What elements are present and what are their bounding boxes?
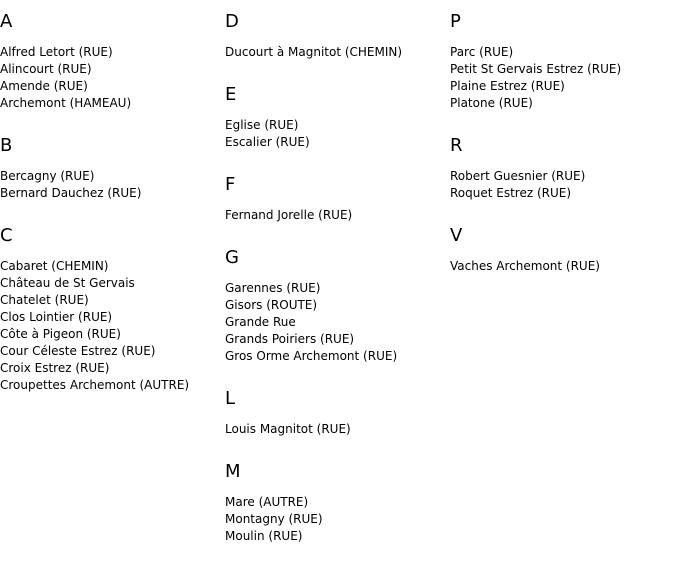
street-list bbox=[450, 44, 670, 112]
street-list bbox=[225, 280, 445, 365]
letter-section-v bbox=[450, 224, 670, 275]
letter-section-b bbox=[0, 134, 220, 202]
street-list bbox=[450, 258, 670, 275]
street-link[interactable]: Croix Estrez (RUE) bbox=[0, 361, 110, 375]
letter-section-l bbox=[225, 387, 445, 438]
street-link[interactable]: Alincourt (RUE) bbox=[0, 62, 92, 76]
letter-section-f bbox=[225, 173, 445, 224]
street-link[interactable]: Amende (RUE) bbox=[0, 79, 88, 93]
letter-heading: M bbox=[225, 461, 241, 482]
street-link[interactable]: Fernand Jorelle (RUE) bbox=[225, 208, 353, 222]
street-list bbox=[225, 207, 445, 224]
letter-heading: L bbox=[225, 388, 236, 409]
street-link[interactable]: Parc (RUE) bbox=[450, 45, 514, 59]
letter-section-p bbox=[450, 10, 670, 112]
letter-section-c bbox=[0, 224, 220, 394]
street-list bbox=[0, 44, 220, 112]
street-index-column-2 bbox=[225, 10, 445, 567]
street-link[interactable]: Grands Poiriers (RUE) bbox=[225, 332, 355, 346]
street-link[interactable]: Gros Orme Archemont (RUE) bbox=[225, 349, 398, 363]
letter-heading: G bbox=[225, 247, 239, 268]
letter-heading: D bbox=[225, 11, 239, 32]
street-list bbox=[450, 168, 670, 202]
street-link[interactable]: Petit St Gervais Estrez (RUE) bbox=[450, 62, 622, 76]
street-list bbox=[225, 494, 445, 545]
street-link[interactable]: Escalier (RUE) bbox=[225, 135, 310, 149]
street-list bbox=[0, 168, 220, 202]
letter-heading: R bbox=[450, 135, 463, 156]
street-list bbox=[225, 421, 445, 438]
street-link[interactable]: Bernard Dauchez (RUE) bbox=[0, 186, 142, 200]
street-link[interactable]: Cour Céleste Estrez (RUE) bbox=[0, 344, 156, 358]
street-link[interactable]: Château de St Gervais bbox=[0, 276, 135, 290]
letter-heading: V bbox=[450, 225, 463, 246]
street-list bbox=[225, 117, 445, 151]
letter-heading: B bbox=[0, 135, 13, 156]
street-link[interactable]: Cabaret (CHEMIN) bbox=[0, 259, 109, 273]
letter-heading: P bbox=[450, 11, 461, 32]
street-link[interactable]: Mare (AUTRE) bbox=[225, 495, 309, 509]
letter-heading: C bbox=[0, 225, 13, 246]
letter-heading: A bbox=[0, 11, 13, 32]
street-link[interactable]: Louis Magnitot (RUE) bbox=[225, 422, 351, 436]
street-index-column-3 bbox=[450, 10, 670, 297]
street-link[interactable]: Grande Rue bbox=[225, 315, 296, 329]
street-link[interactable]: Gisors (ROUTE) bbox=[225, 298, 318, 312]
street-link[interactable]: Montagny (RUE) bbox=[225, 512, 323, 526]
street-list bbox=[225, 44, 445, 61]
letter-section-e bbox=[225, 83, 445, 151]
street-index-column-1 bbox=[0, 10, 220, 416]
street-link[interactable]: Clos Lointier (RUE) bbox=[0, 310, 113, 324]
letter-section-a bbox=[0, 10, 220, 112]
street-link[interactable]: Roquet Estrez (RUE) bbox=[450, 186, 572, 200]
letter-heading: F bbox=[225, 174, 236, 195]
street-list bbox=[0, 258, 220, 394]
street-link[interactable]: Platone (RUE) bbox=[450, 96, 533, 110]
street-link[interactable]: Côte à Pigeon (RUE) bbox=[0, 327, 121, 341]
street-link[interactable]: Vaches Archemont (RUE) bbox=[450, 259, 600, 273]
street-link[interactable]: Archemont (HAMEAU) bbox=[0, 96, 132, 110]
letter-section-m bbox=[225, 460, 445, 545]
street-link[interactable]: Ducourt à Magnitot (CHEMIN) bbox=[225, 45, 403, 59]
street-link[interactable]: Plaine Estrez (RUE) bbox=[450, 79, 565, 93]
letter-section-r bbox=[450, 134, 670, 202]
street-link[interactable]: Garennes (RUE) bbox=[225, 281, 321, 295]
street-link[interactable]: Croupettes Archemont (AUTRE) bbox=[0, 378, 190, 392]
street-link[interactable]: Bercagny (RUE) bbox=[0, 169, 95, 183]
street-link[interactable]: Alfred Letort (RUE) bbox=[0, 45, 113, 59]
street-link[interactable]: Chatelet (RUE) bbox=[0, 293, 89, 307]
letter-heading: E bbox=[225, 84, 237, 105]
street-link[interactable]: Eglise (RUE) bbox=[225, 118, 299, 132]
letter-section-d bbox=[225, 10, 445, 61]
street-link[interactable]: Moulin (RUE) bbox=[225, 529, 303, 543]
street-link[interactable]: Robert Guesnier (RUE) bbox=[450, 169, 586, 183]
letter-section-g bbox=[225, 246, 445, 365]
